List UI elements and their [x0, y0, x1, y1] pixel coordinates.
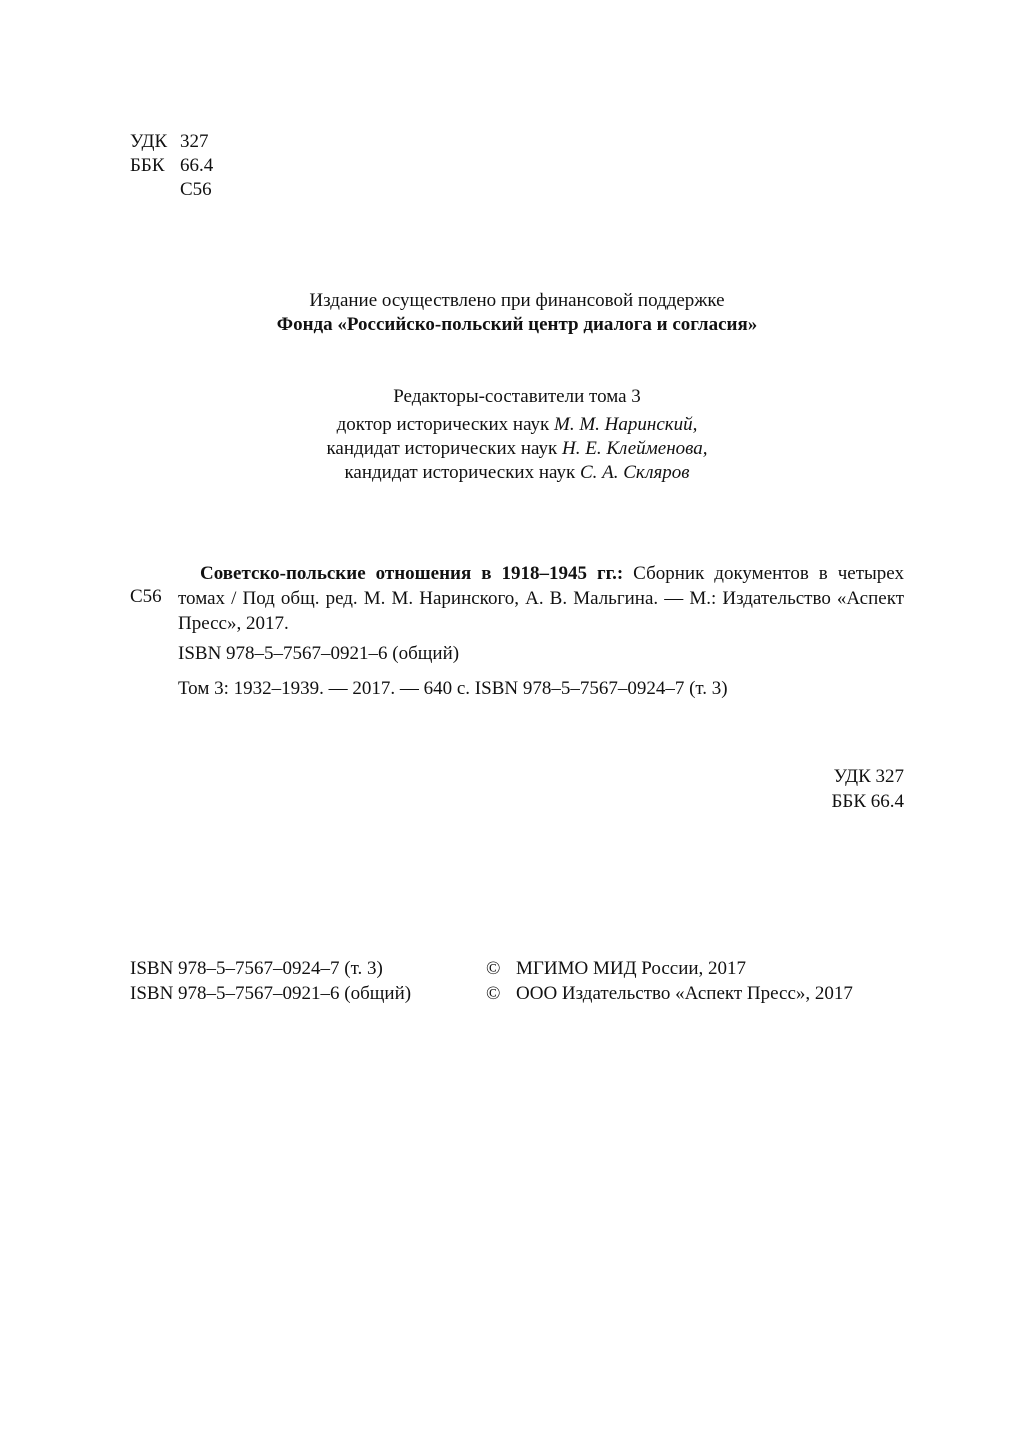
bbk-label: ББК [130, 155, 165, 176]
bib-isbn-general: ISBN 978–5–7567–0921–6 (общий) [178, 643, 460, 664]
bib-description-paragraph [178, 561, 904, 636]
udk-value: 327 [180, 131, 209, 152]
author-mark-row [130, 178, 250, 202]
funding-note-line-1: Издание осуществлено при финансовой поддержке [309, 290, 725, 311]
editor-line [130, 437, 904, 461]
isbn-line: ISBN 978–5–7567–0921–6 (общий) [130, 983, 412, 1004]
editor-degree: кандидат исторических наук [344, 462, 576, 483]
right-bbk: ББК 66.4 [831, 791, 904, 812]
editor-line [130, 461, 904, 485]
copyright-line [486, 981, 853, 1006]
right-udk: УДК 327 [833, 766, 904, 787]
right-classification [832, 764, 905, 814]
funding-note-line-2: Фонда «Российско-польский центр диалога и согласия» [276, 314, 758, 335]
bibliographic-record [178, 561, 904, 636]
bib-volume-line: Том 3: 1932–1939. — 2017. — 640 с. ISBN 978–5–7567–0924–7 (т. 3) [178, 678, 728, 699]
editor-name: С. А. Скляров [579, 462, 690, 483]
editor-line [130, 413, 904, 437]
copyright-icon: © [486, 958, 501, 979]
udk-row [130, 130, 250, 154]
editor-degree: доктор исторических наук [336, 414, 550, 435]
copyright-list [486, 956, 853, 1006]
editors-heading: Редакторы-составители тома 3 [393, 386, 641, 407]
bib-description: Сборник документов в четырех томах / Под общ. ред. М. М. Наринского, А. В. Мальгина. — М.: Издательство «Аспект Пресс», 2017. [178, 563, 904, 634]
editors-block [130, 385, 904, 485]
classification-block [130, 130, 250, 202]
funding-note [130, 289, 904, 337]
editor-name: М. М. Наринский, [554, 414, 698, 435]
copyright-icon: © [486, 983, 501, 1004]
udk-label: УДК [130, 131, 168, 152]
bbk-row [130, 154, 250, 178]
editor-degree: кандидат исторических наук [326, 438, 558, 459]
bib-author-mark: С56 [130, 586, 162, 607]
bbk-value: 66.4 [180, 155, 214, 176]
copyright-holder: МГИМО МИД России, 2017 [516, 958, 747, 979]
author-mark: С56 [180, 179, 212, 200]
copyright-holder: ООО Издательство «Аспект Пресс», 2017 [516, 983, 853, 1004]
editor-name: Н. Е. Клейменова, [562, 438, 708, 459]
copyright-line [486, 956, 853, 981]
isbn-list [130, 956, 411, 1006]
bib-title: Советско-польские отношения в 1918–1945 гг.: [200, 563, 624, 584]
isbn-line: ISBN 978–5–7567–0924–7 (т. 3) [130, 958, 383, 979]
